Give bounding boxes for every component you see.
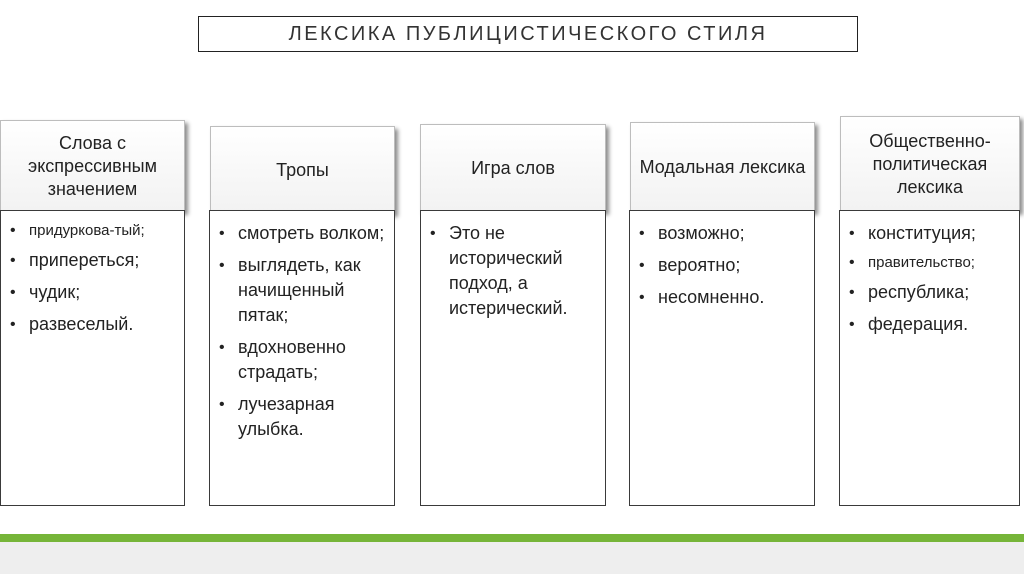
- item-list: [427, 221, 599, 321]
- column-modal-words: [629, 210, 815, 506]
- bullet-icon: •: [219, 396, 225, 413]
- list-item: • придуркова-тый;: [10, 222, 145, 239]
- bullet-icon: •: [639, 225, 645, 242]
- header-label: Игра слов: [471, 157, 555, 178]
- bullet-icon: •: [639, 289, 645, 306]
- item-list: [846, 221, 1013, 337]
- bullet-icon: •: [849, 254, 855, 271]
- list-item: • развеселый.: [7, 312, 178, 337]
- bullet-icon: •: [430, 225, 436, 242]
- list-item: • вдохновенно страдать;: [219, 337, 346, 382]
- bullet-icon: •: [849, 316, 855, 333]
- bullet-icon: •: [10, 222, 16, 239]
- column-socio-political: [839, 210, 1020, 506]
- item-list: [216, 221, 388, 442]
- header-label: Модальная лексика: [639, 156, 806, 177]
- list-item: • правительство;: [849, 254, 975, 271]
- header-wordplay: [420, 124, 606, 212]
- list-item: • конституция;: [846, 221, 1013, 246]
- column-tropes: [209, 210, 395, 506]
- list-item: • республика;: [846, 280, 1013, 305]
- header-label: Слова с экспрессивным значением: [28, 132, 157, 199]
- list-item: • вероятно;: [636, 253, 808, 278]
- footer-accent-bar: [0, 534, 1024, 542]
- item-list: [636, 221, 808, 310]
- list-item: • припереться;: [7, 248, 178, 273]
- item-list: [7, 221, 178, 337]
- header-socio-political: [840, 116, 1020, 212]
- bullet-icon: •: [10, 284, 16, 301]
- bullet-icon: •: [849, 284, 855, 301]
- list-item: • несомненно.: [636, 285, 808, 310]
- slide-title: ЛЕКСИКА ПУБЛИЦИСТИЧЕСКОГО СТИЛЯ: [198, 16, 858, 52]
- column-wordplay: [420, 210, 606, 506]
- bullet-icon: •: [219, 225, 225, 242]
- header-label: Общественно-политическая лексика: [869, 130, 991, 197]
- bullet-icon: •: [10, 316, 16, 333]
- bullet-icon: •: [219, 339, 225, 356]
- bullet-icon: •: [219, 257, 225, 274]
- list-item: • выглядеть, как начищенный пятак;: [219, 255, 361, 325]
- header-modal-words: [630, 122, 815, 212]
- bullet-icon: •: [849, 225, 855, 242]
- bullet-icon: •: [10, 252, 16, 269]
- footer-bar: [0, 542, 1024, 574]
- list-item: • Это не исторический подход, а истерический.: [430, 223, 568, 318]
- list-item: • возможно;: [636, 221, 808, 246]
- header-expressive-words: [0, 120, 185, 212]
- list-item: • федерация.: [846, 312, 1013, 337]
- header-label: Тропы: [276, 159, 329, 180]
- list-item: • лучезарная улыбка.: [219, 394, 335, 439]
- column-expressive-words: [0, 210, 185, 506]
- header-tropes: [210, 126, 395, 214]
- list-item: • смотреть волком;: [216, 221, 388, 246]
- bullet-icon: •: [639, 257, 645, 274]
- list-item: • чудик;: [7, 280, 178, 305]
